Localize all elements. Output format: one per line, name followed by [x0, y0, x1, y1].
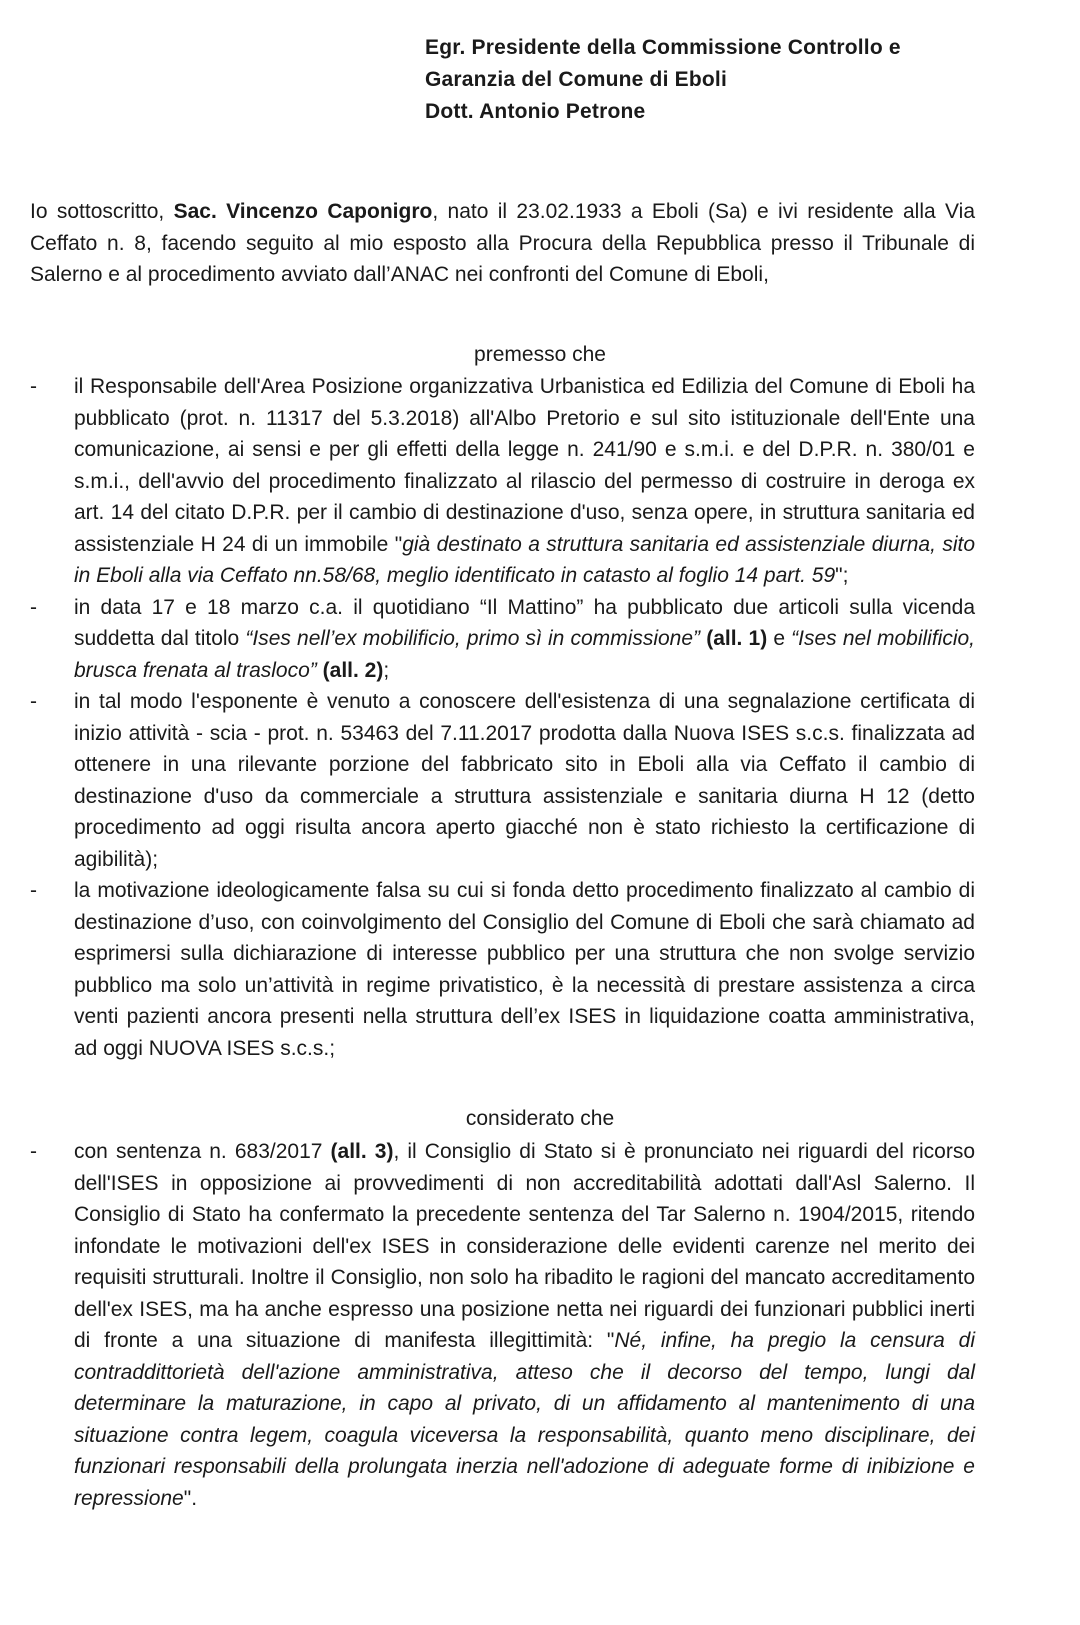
item-text: in data 17 e 18 marzo c.a. il quotidiano “Il Mattino” ha pubblicato due articoli sulla vicenda suddetta dal titolo: [74, 595, 975, 650]
intro-text-2: , nato il 23.02.1933 a Eboli (Sa) e ivi residente alla Via Ceffato n. 8, facendo seguito al mio esposto alla Procura della Repubblica presso il Tribunale di Salerno e al procedimento avviato dall’ANAC nei confronti del Comune di Eboli,: [30, 200, 975, 286]
premesso-heading: premesso che: [474, 343, 606, 366]
item-text: ";: [835, 564, 849, 587]
addressee-line-2: Garanzia del Comune di Eboli: [425, 68, 727, 91]
intro-signatory-name: Sac. Vincenzo Caponigro: [173, 200, 433, 223]
list-item: [30, 1136, 975, 1514]
considerato-heading: considerato che: [465, 1107, 615, 1130]
item-text: e: [767, 627, 792, 650]
item-quote: già destinato a struttura sanitaria ed assistenziale diurna, sito in Eboli alla via Ceffato nn.58/68, meglio identificato in catasto al foglio 14 part. 59: [74, 532, 975, 587]
item-text: con sentenza n. 683/2017: [74, 1140, 331, 1163]
list-item: [30, 592, 975, 687]
item-quote: Né, infine, ha pregio la censura di contraddittorietà dell'azione amministrativa, atteso che il decorso del tempo, lungi dal determinare la maturazione, in capo al privato, di un affidamento al mantenimento di una situazione contra legem, coagula viceversa la responsabilità, quanto meno disciplinare, dei funzionari responsabili della prolungata inerzia nell'adozione di adeguate forme di inibizione e repressione: [74, 1329, 975, 1510]
intro-text-1: Io sottoscritto,: [30, 200, 174, 223]
list-item: [30, 371, 975, 592]
addressee-line-3: Dott. Antonio Petrone: [425, 100, 646, 123]
addressee-block: [425, 32, 1025, 128]
attachment-ref: (all. 1): [706, 627, 768, 650]
item-text: ".: [183, 1486, 198, 1510]
considerato-list: [30, 1136, 975, 1514]
list-item: [30, 686, 975, 875]
item-text: la motivazione ideologicamente falsa su cui si fonda detto procedimento finalizzato al cambio di destinazione d’uso, con coinvolgimento del Consiglio del Comune di Eboli che sarà chiamato ad esprimersi sulla dichiarazione di interesse pubblico per una struttura che non svolge servizio pubblico ma solo un’attività in regime privatistico, è la necessità di prestare assistenza a circa venti pazienti ancora presenti nella struttura dell’ex ISES in liquidazione coatta amministrativa, ad oggi NUOVA ISES s.c.s.;: [74, 879, 975, 1060]
intro-paragraph: [30, 196, 975, 291]
list-item: [30, 875, 975, 1064]
item-text: in tal modo l'esponente è venuto a conoscere dell'esistenza di una segnalazione certificata di inizio attività - scia - prot. n. 53463 del 7.11.2017 prodotta dalla Nuova ISES s.c.s. finalizzata ad ottenere in una rilevante porzione del fabbricato sito in Eboli alla via Ceffato il cambio di destinazione d'uso da commerciale a struttura assistenziale e sanitaria diurna H 12 (detto procedimento ad oggi risulta ancora aperto giacché non è stato richiesto la certificazione di agibilità);: [74, 690, 975, 871]
premesso-list: [30, 371, 975, 1064]
item-quote: “Ises nell’ex mobilificio, primo sì in commissione”: [245, 627, 701, 650]
addressee-line-1: Egr. Presidente della Commissione Controllo e: [425, 36, 901, 59]
attachment-ref: (all. 3): [330, 1140, 394, 1163]
attachment-ref: (all. 2): [322, 658, 384, 682]
item-text: , il Consiglio di Stato si è pronunciato nei riguardi del ricorso dell'ISES in opposizione ai provvedimenti di non accreditabilità adottati dall'Asl Salerno. Il Consiglio di Stato ha confermato la precedente sentenza del Tar Salerno n. 1904/2015, ritendo infondate le motivazioni dell'ex ISES in considerazione delle evidenti carenze nel merito dei requisiti strutturali. Inoltre il Consiglio, non solo ha ribadito le ragioni del mancato accreditamento dell'ex ISES, ma ha anche espresso una posizione netta nei riguardi dei funzionari pubblici inerti di fronte a una situazione di manifesta illegittimità: ": [74, 1140, 975, 1352]
item-text: il Responsabile dell'Area Posizione organizzativa Urbanistica ed Edilizia del Comune di Eboli ha pubblicato (prot. n. 11317 del 5.3.2018) all'Albo Pretorio e sul sito istituzionale dell'Ente una comunicazione, ai sensi e per gli effetti della legge n. 241/90 e s.m.i. e del D.P.R. n. 380/01 e s.m.i., dell'avvio del procedimento finalizzato al rilascio del permesso di costruire in deroga ex art. 14 del citato D.P.R. per il cambio di destinazione d'uso, senza opere, in struttura sanitaria ed assistenziale H 24 di un immobile ": [74, 375, 975, 556]
item-text: ;: [383, 658, 390, 682]
item-quote: “Ises nel mobilificio, brusca frenata al trasloco”: [74, 627, 976, 682]
